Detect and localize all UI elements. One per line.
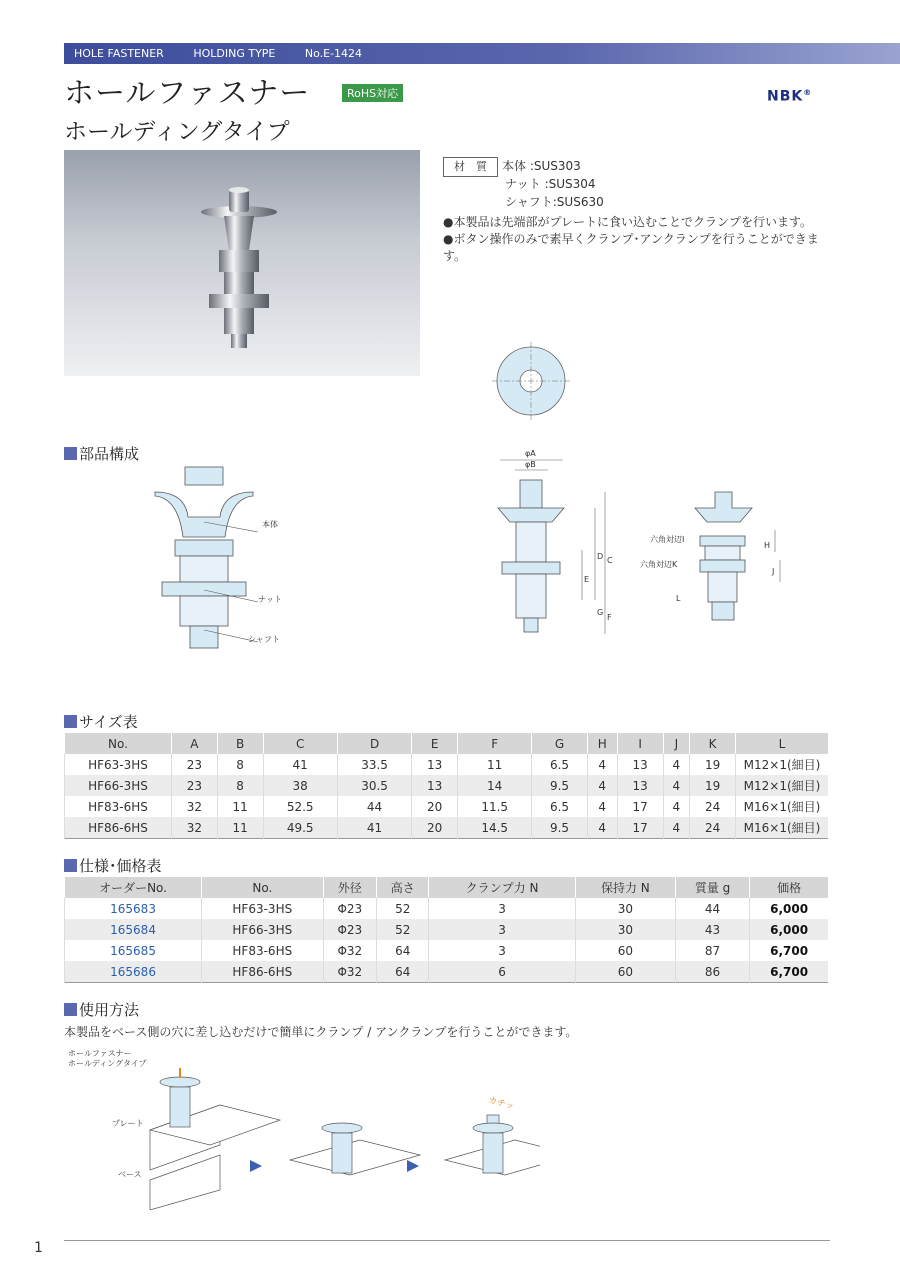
dim-label: φA xyxy=(525,449,536,458)
table-row: HF86-6HS 32 11 49.5 41 20 14.5 9.5 4 17 4 24 M16×1(細目) xyxy=(65,817,829,839)
header-item: HOLE FASTENER xyxy=(74,47,164,60)
dim-label: C xyxy=(607,556,613,565)
header-item: No.E-1424 xyxy=(304,47,363,60)
table-header-row: オーダーNo. No. 外径 高さ クランプ力 N 保持力 N 質量 g 価格 xyxy=(65,877,829,898)
part-label: シャフト xyxy=(248,635,280,644)
dim-label: L xyxy=(676,594,681,603)
usage-plate-label: プレート xyxy=(112,1119,144,1128)
section-title-size: サイズ表 xyxy=(64,711,138,732)
dimension-drawing xyxy=(490,450,790,650)
dim-label: F xyxy=(607,613,612,622)
footer-line xyxy=(64,1240,830,1241)
material-tag: 材 質 xyxy=(443,157,498,177)
brand-logo: NBK® xyxy=(767,88,813,105)
table-row: 165685 HF83-6HS Φ32 64 3 60 87 6,700 xyxy=(65,940,829,961)
feature-list xyxy=(443,214,833,265)
dim-label: G xyxy=(597,608,604,617)
feature-item: ●ボタン操作のみで素早くクランプ･アンクランプを行うことができます。 xyxy=(443,232,819,263)
dim-label: H xyxy=(764,541,771,550)
dim-label: E xyxy=(584,575,590,584)
table-row: 165686 HF86-6HS Φ32 64 6 60 86 6,700 xyxy=(65,961,829,983)
feature-item: ●本製品は先端部がプレートに食い込むことでクランプを行います。 xyxy=(443,215,813,229)
dim-label: 六角対辺K xyxy=(640,560,678,569)
page-subtitle: ホールディングタイプ xyxy=(64,119,290,145)
dim-label: J xyxy=(772,567,775,576)
usage-base-label: ベース xyxy=(118,1170,142,1179)
usage-text: 本製品をベース側の穴に差し込むだけで簡単にクランプ / アンクランプを行うことができます。 xyxy=(64,1025,578,1039)
table-row: HF66-3HS 23 8 38 30.5 13 14 9.5 4 13 4 19 M12×1(細目) xyxy=(65,775,829,796)
section-title-spec: 仕様･価格表 xyxy=(64,855,162,876)
spec-table xyxy=(64,877,828,983)
header-item: HOLDING TYPE xyxy=(193,47,276,60)
section-title-usage: 使用方法 xyxy=(64,999,139,1020)
page-title: ホールファスナー xyxy=(64,76,311,111)
part-label: ナット xyxy=(258,595,282,604)
dim-label: 六角対辺I xyxy=(650,535,685,544)
material-spec: 材 質 本体 :SUS303 ナット :SUS304 シャフト:SUS630 xyxy=(443,157,604,211)
product-photo xyxy=(64,150,420,376)
usage-product-label: ホールファスナー ホールディングタイプ xyxy=(68,1049,147,1068)
top-view-drawing xyxy=(490,340,580,430)
dim-label: D xyxy=(597,552,604,561)
page-number: 1 xyxy=(34,1240,43,1256)
dim-label: φB xyxy=(525,460,536,469)
header-bar xyxy=(64,43,900,64)
part-label: 本体 xyxy=(262,520,278,529)
table-row: HF83-6HS 32 11 52.5 44 20 11.5 6.5 4 17 4 24 M16×1(細目) xyxy=(65,796,829,817)
click-sound-label: カチッ xyxy=(486,1095,516,1113)
table-header-row: No. A B C D E F G H I J K L xyxy=(65,733,829,754)
parts-diagram xyxy=(150,462,300,657)
size-table xyxy=(64,733,828,839)
usage-diagram xyxy=(120,1060,540,1210)
table-row: 165683 HF63-3HS Φ23 52 3 30 44 6,000 xyxy=(65,898,829,919)
table-row: 165684 HF66-3HS Φ23 52 3 30 43 6,000 xyxy=(65,919,829,940)
section-title-parts: 部品構成 xyxy=(64,443,139,464)
rohs-badge: RoHS対応 xyxy=(342,84,403,102)
table-row: HF63-3HS 23 8 41 33.5 13 11 6.5 4 13 4 19 M12×1(細目) xyxy=(65,754,829,775)
